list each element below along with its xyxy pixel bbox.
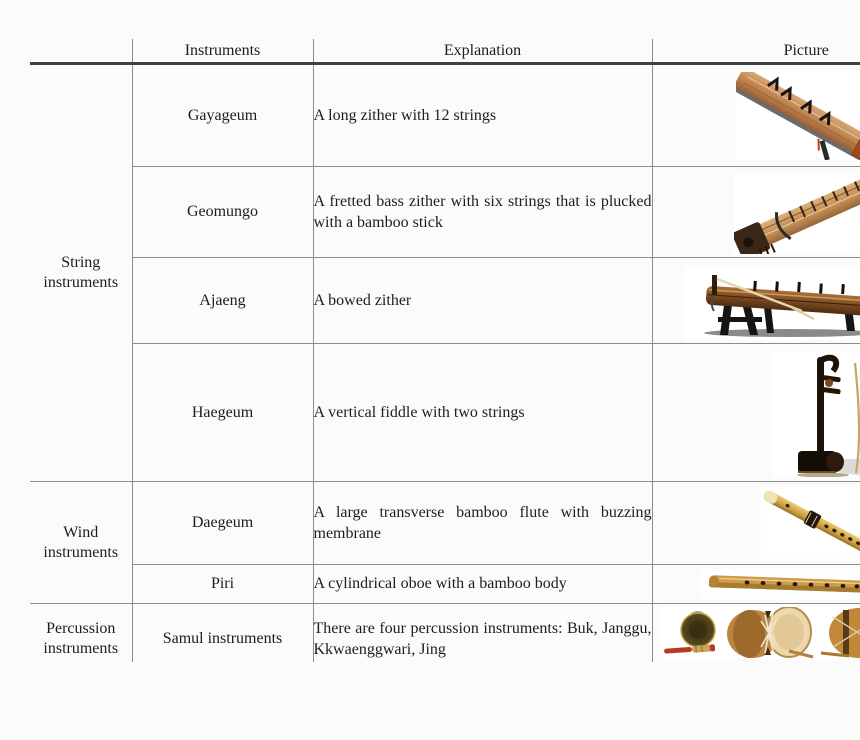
instrument-explanation: A bowed zither <box>313 258 652 344</box>
instrument-explanation: There are four percussion instruments: Buk, Janggu, Kkwaenggwari, Jing <box>313 604 652 663</box>
picture-cell <box>652 258 860 344</box>
table-row <box>30 64 860 167</box>
instrument-name: Piri <box>132 565 313 604</box>
instrument-name: Samul instruments <box>132 604 313 663</box>
daegeum-photo <box>761 487 860 559</box>
picture-cell <box>652 604 860 663</box>
instrument-name: Ajaeng <box>132 258 313 344</box>
header-instruments: Instruments <box>132 39 313 64</box>
gayageum-photo <box>736 72 860 160</box>
instrument-explanation: A long zither with 12 strings <box>313 64 652 167</box>
ajaeng-photo <box>684 267 860 340</box>
instrument-explanation: A vertical fiddle with two strings <box>313 344 652 482</box>
geomungo-photo <box>734 174 860 254</box>
table-row <box>30 604 860 663</box>
picture-cell <box>652 565 860 604</box>
table-row <box>30 565 860 604</box>
piri-photo <box>701 569 860 599</box>
picture-cell <box>652 167 860 258</box>
header-row <box>30 39 860 64</box>
table-row <box>30 167 860 258</box>
section-label-string-instruments: String instruments <box>30 64 132 482</box>
haegeum-photo <box>773 351 860 477</box>
instrument-name: Gayageum <box>132 64 313 167</box>
instrument-explanation: A cylindrical oboe with a bamboo body <box>313 565 652 604</box>
instruments-table-container <box>30 39 860 662</box>
table-row <box>30 344 860 482</box>
samul-instruments-photo <box>661 607 860 659</box>
picture-cell <box>652 64 860 167</box>
picture-cell <box>652 482 860 565</box>
table-row <box>30 258 860 344</box>
section-label-percussion-instruments: Percussion instruments <box>43 619 119 657</box>
instrument-explanation: A large transverse bamboo flute with buzzing membrane <box>313 482 652 565</box>
section-label-wind-instruments: Wind instruments <box>30 482 132 604</box>
instrument-name: Daegeum <box>132 482 313 565</box>
header-category <box>30 39 132 64</box>
picture-cell <box>652 344 860 482</box>
header-picture: Picture <box>652 39 860 64</box>
instrument-explanation: A fretted bass zither with six strings that is plucked with a bamboo stick <box>313 167 652 258</box>
instrument-name: Haegeum <box>132 344 313 482</box>
header-explanation: Explanation <box>313 39 652 64</box>
instruments-table <box>30 39 860 662</box>
instrument-name: Geomungo <box>132 167 313 258</box>
table-row <box>30 482 860 565</box>
